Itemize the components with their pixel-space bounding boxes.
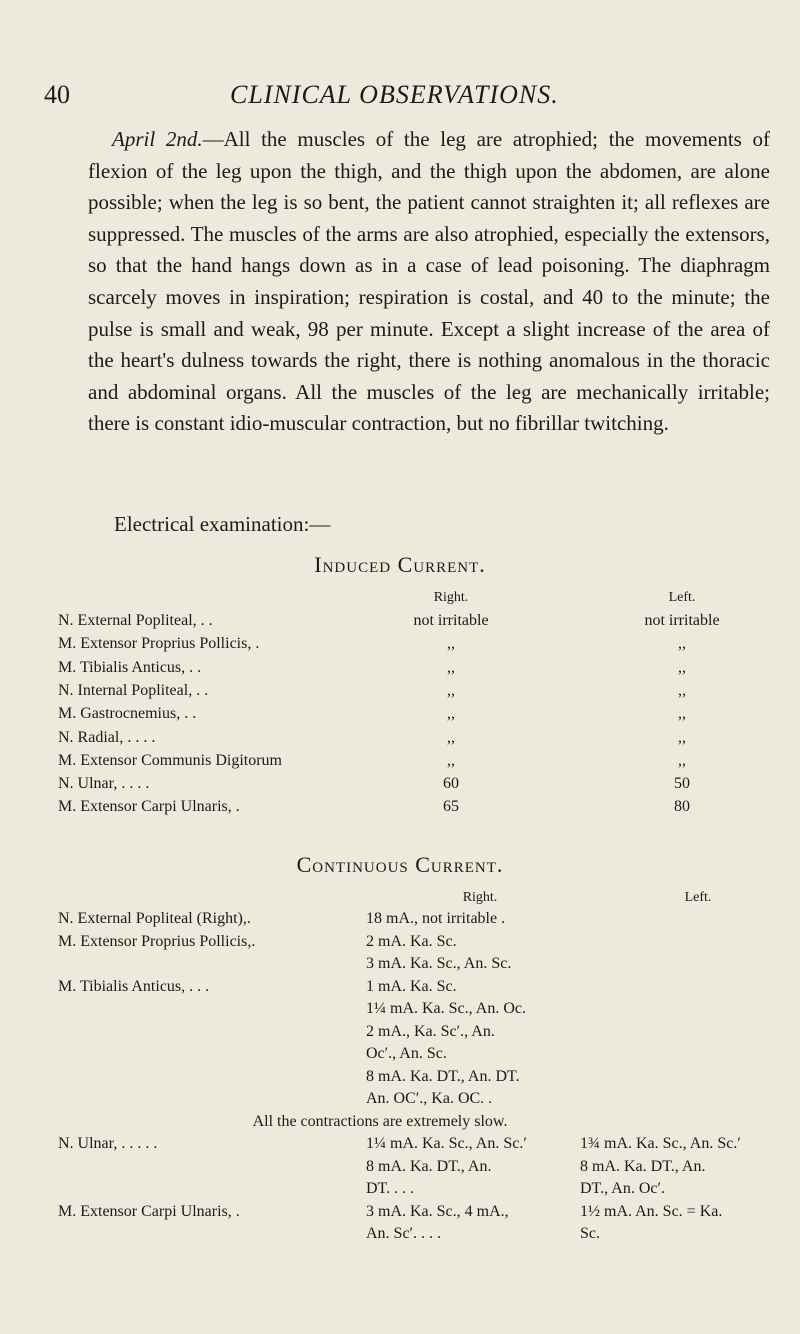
nerve-name: M. Extensor Proprius Pollicis,. xyxy=(58,932,256,950)
right-value: 8 mA. Ka. DT., An. DT. xyxy=(366,1067,520,1085)
nerve-name: N. External Popliteal, . . xyxy=(58,612,213,629)
page-header xyxy=(0,80,800,120)
table-row xyxy=(0,635,800,657)
left-value: ,, xyxy=(678,658,686,676)
table-row xyxy=(0,729,800,751)
nerve-name: M. Extensor Carpi Ulnaris, . xyxy=(58,1202,240,1220)
table-row xyxy=(0,752,800,774)
table-row xyxy=(0,1225,800,1247)
left-value: 1¾ mA. Ka. Sc., An. Sc.′ xyxy=(580,1135,741,1152)
table-row xyxy=(0,612,800,634)
nerve-name: M. Tibialis Anticus, . . . xyxy=(58,977,210,995)
nerve-name: M. Tibialis Anticus, . . xyxy=(58,658,202,676)
running-title: CLINICAL OBSERVATIONS. xyxy=(230,80,559,109)
paragraph-text: —All the muscles of the leg are atrophied; the movements of flexion of the leg upon the thigh, and the thigh upon the abdomen, are alone possible; when the leg is so bent, the patient cannot straighten it; all reflexes are suppressed. The muscles of the arms are also atrophied, especially the extensors, so that the hand hangs down as in a case of lead poisoning. The diaphragm scarcely moves in inspiration; respiration is costal, and 40 to the minute; the pulse is small and weak, 98 per minute. Except a slight increase of the area of the heart's dulness towards the right, there is nothing anomalous in the thoracic and abdominal organs. All the muscles of the leg are mechanically irritable; there is constant idio-muscular contraction, but no fibrillar twitching. xyxy=(88,127,770,436)
induced-col-right: Right. xyxy=(433,590,469,605)
table-row xyxy=(0,1135,800,1157)
body-paragraph xyxy=(88,124,770,440)
induced-current-title: Induced Current. xyxy=(314,552,486,577)
right-value: ,, xyxy=(447,751,455,769)
table-row xyxy=(0,1045,800,1067)
right-value: 3 mA. Ka. Sc., 4 mA., xyxy=(366,1202,509,1220)
right-value: 3 mA. Ka. Sc., An. Sc. xyxy=(366,955,512,972)
right-value: 60 xyxy=(443,775,459,793)
table-row xyxy=(0,955,800,977)
table-row xyxy=(0,682,800,704)
right-value: Oc′., An. Sc. xyxy=(366,1045,447,1062)
table-row xyxy=(0,933,800,955)
page-number: 40 xyxy=(44,80,70,109)
right-value: 2 mA. Ka. Sc. xyxy=(366,932,457,950)
left-value: 80 xyxy=(674,798,690,816)
left-value: 50 xyxy=(674,775,690,793)
nerve-name: M. Extensor Communis Digitorum xyxy=(58,751,282,769)
table-row xyxy=(0,910,800,932)
right-value: 1¼ mA. Ka. Sc., An. Oc. xyxy=(366,1000,526,1017)
nerve-name: M. Gastrocnemius, . . xyxy=(58,705,197,723)
left-value: ,, xyxy=(678,635,686,653)
continuous-col-left: Left. xyxy=(684,890,712,905)
table-row xyxy=(0,1023,800,1045)
right-value: ,, xyxy=(447,728,455,746)
right-value: ,, xyxy=(447,658,455,676)
right-value: 18 mA., not irritable . xyxy=(366,910,506,927)
left-value: Sc. xyxy=(580,1225,600,1242)
table-row xyxy=(0,1203,800,1225)
induced-col-left: Left. xyxy=(668,590,696,605)
right-value: 1 mA. Ka. Sc. xyxy=(366,977,457,995)
nerve-name: N. Internal Popliteal, . . xyxy=(58,681,209,699)
intro-line: Electrical examination:— xyxy=(114,512,331,536)
continuous-current-table xyxy=(0,890,800,1310)
table-row xyxy=(0,775,800,797)
left-value: ,, xyxy=(678,728,686,746)
right-value: DT. . . . xyxy=(366,1180,415,1197)
right-value: 2 mA., Ka. Sc′., An. xyxy=(366,1022,495,1040)
right-value: ,, xyxy=(447,635,455,653)
nerve-name: M. Extensor Carpi Ulnaris, . xyxy=(58,798,240,816)
entry-date: April 2nd. xyxy=(112,127,203,151)
left-value: not irritable xyxy=(644,612,720,629)
right-value: ,, xyxy=(447,705,455,723)
table-row xyxy=(0,1180,800,1202)
right-value: An. Sc′. . . . xyxy=(366,1225,442,1242)
continuous-current-title: Continuous Current. xyxy=(296,852,504,877)
table-row xyxy=(0,1158,800,1180)
nerve-name: N. Ulnar, . . . . xyxy=(58,775,150,793)
left-value: 8 mA. Ka. DT., An. xyxy=(580,1157,706,1175)
left-value: DT., An. Oc′. xyxy=(580,1180,665,1197)
table-row xyxy=(0,1000,800,1022)
table-row xyxy=(0,659,800,681)
continuous-col-right: Right. xyxy=(462,890,498,905)
table-row xyxy=(0,798,800,820)
table-row xyxy=(0,1068,800,1090)
left-value: ,, xyxy=(678,705,686,723)
right-value: not irritable xyxy=(413,612,489,629)
left-value: ,, xyxy=(678,681,686,699)
table-row xyxy=(0,978,800,1000)
right-value: ,, xyxy=(447,681,455,699)
nerve-name: M. Extensor Proprius Pollicis, . xyxy=(58,635,260,653)
left-value: ,, xyxy=(678,751,686,769)
right-value: 8 mA. Ka. DT., An. xyxy=(366,1157,492,1175)
induced-current-table xyxy=(0,590,800,830)
continuous-note: All the contractions are extremely slow. xyxy=(252,1112,508,1130)
table-row xyxy=(0,705,800,727)
right-value: An. OC′., Ka. OC. . xyxy=(366,1090,493,1107)
table-row xyxy=(0,1090,800,1112)
right-value: 65 xyxy=(443,798,459,816)
nerve-name: N. Ulnar, . . . . . xyxy=(58,1135,158,1152)
nerve-name: N. Radial, . . . . xyxy=(58,728,156,746)
left-value: 1½ mA. An. Sc. = Ka. xyxy=(580,1202,723,1220)
nerve-name: N. External Popliteal (Right),. xyxy=(58,910,251,927)
right-value: 1¼ mA. Ka. Sc., An. Sc.′ xyxy=(366,1135,527,1152)
